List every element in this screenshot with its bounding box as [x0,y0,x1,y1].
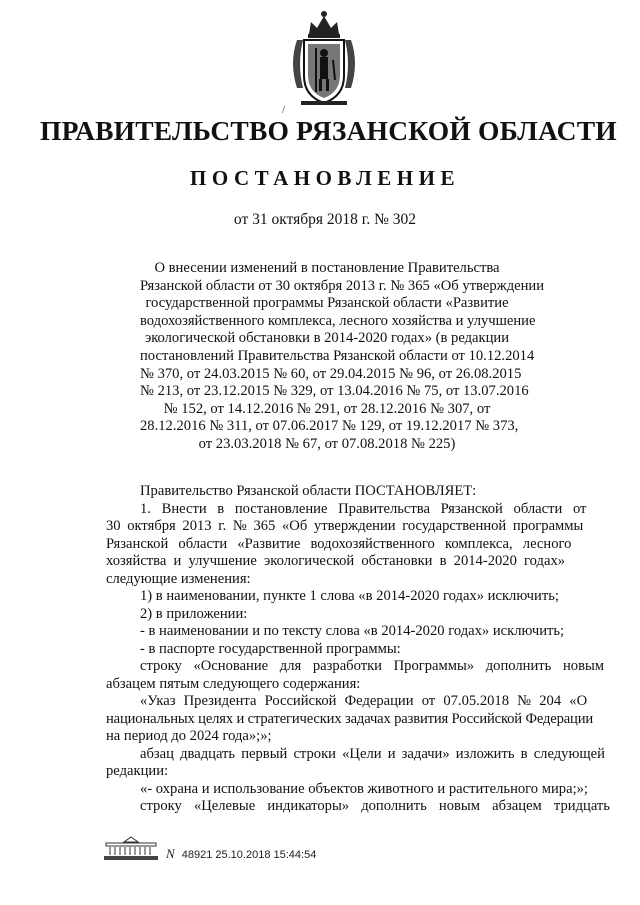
subject-line: постановлений Правительства Рязанской области от 10.12.2014 [140,347,535,364]
subject-line: № 213, от 23.12.2015 № 329, от 13.04.2016 № 75, от 13.07.2016 [140,383,529,400]
government-title: ПРАВИТЕЛЬСТВО РЯЗАНСКОЙ ОБЛАСТИ [40,115,617,146]
resolves-paragraph: Правительство Рязанской области ПОСТАНОВЛЯЕТ: [140,483,477,499]
subject-line: 28.12.2016 № 311, от 07.06.2017 № 129, от 19.12.2017 № 373, [140,418,519,435]
sub-item-2: 2) в приложении: [140,605,248,622]
row1-line: абзацем пятым следующего содержания: [106,675,361,692]
subject-line: № 152, от 14.12.2016 № 291, от 28.12.2016 № 307, от [163,400,491,417]
item1-line: Рязанской области «Развитие водохозяйственного комплекса, лесного [106,535,572,552]
indicators-paragraph: строку «Целевые индикаторы» дополнить новым абзацем тридцать [140,798,610,814]
subject-line: водохозяйственного комплекса, лесного хозяйства и улучшение [140,312,536,329]
para21-line: абзац двадцать первый строки «Цели и задачи» изложить в следующей [140,745,605,762]
coat-of-arms-icon [283,8,365,108]
scan-mark: / [282,104,286,116]
row1-line: строку «Основание для разработки Программы» дополнить новым [140,658,605,674]
building-seal-icon [102,836,160,862]
item1-line: 30 октября 2013 г. № 365 «Об утверждении государственной программы [106,518,584,534]
subject-line: № 370, от 24.03.2015 № 60, от 29.04.2015 № 96, от 26.08.2015 [140,365,522,382]
subject-line: государственной программы Рязанской области «Развитие [145,295,509,312]
subject-line: экологической обстановки в 2014-2020 годах» (в редакции [144,330,510,347]
document-body [106,483,610,816]
protection-paragraph: «- охрана и использование объектов животного и растительного мира;»; [140,780,588,797]
subject-line: от 23.03.2018 № 67, от 07.08.2018 № 225) [198,435,456,452]
document-type: ПОСТАНОВЛЕНИЕ [190,166,460,190]
para21-line: редакции: [106,763,169,779]
item1-line: следующие изменения: [106,570,251,587]
item1-line: 1. Внести в постановление Правительства Рязанской области от [140,500,587,517]
document-date-number: от 31 октября 2018 г. № 302 [233,211,417,228]
subject-line: О внесении изменений в постановление Правительства [154,260,500,276]
dash-item-1: - в наименовании и по тексту слова «в 2014-2020 годах» исключить; [140,623,565,639]
document-registration-stamp [166,846,316,862]
registration-number-time: 48921 25.10.2018 15:44:54 [181,849,317,861]
subject-line: Рязанской области от 30 октября 2013 г. № 365 «Об утверждении [140,277,545,294]
registration-mark: N [166,846,175,861]
sub-item-1: 1) в наименовании, пункте 1 слова «в 2014-2020 годах» исключить; [140,588,559,604]
decree-line: на период до 2024 года»;»; [106,728,272,744]
dash-item-2: - в паспорте государственной программы: [140,640,401,657]
decree-line: «Указ Президента Российской Федерации от 07.05.2018 № 204 «О [140,693,588,709]
document-subject [140,260,545,454]
decree-line: национальных целях и стратегических задачах развития Российской Федерации [106,710,594,727]
item1-line: хозяйства и улучшение экологической обстановки в 2014-2020 годах» [106,553,566,569]
